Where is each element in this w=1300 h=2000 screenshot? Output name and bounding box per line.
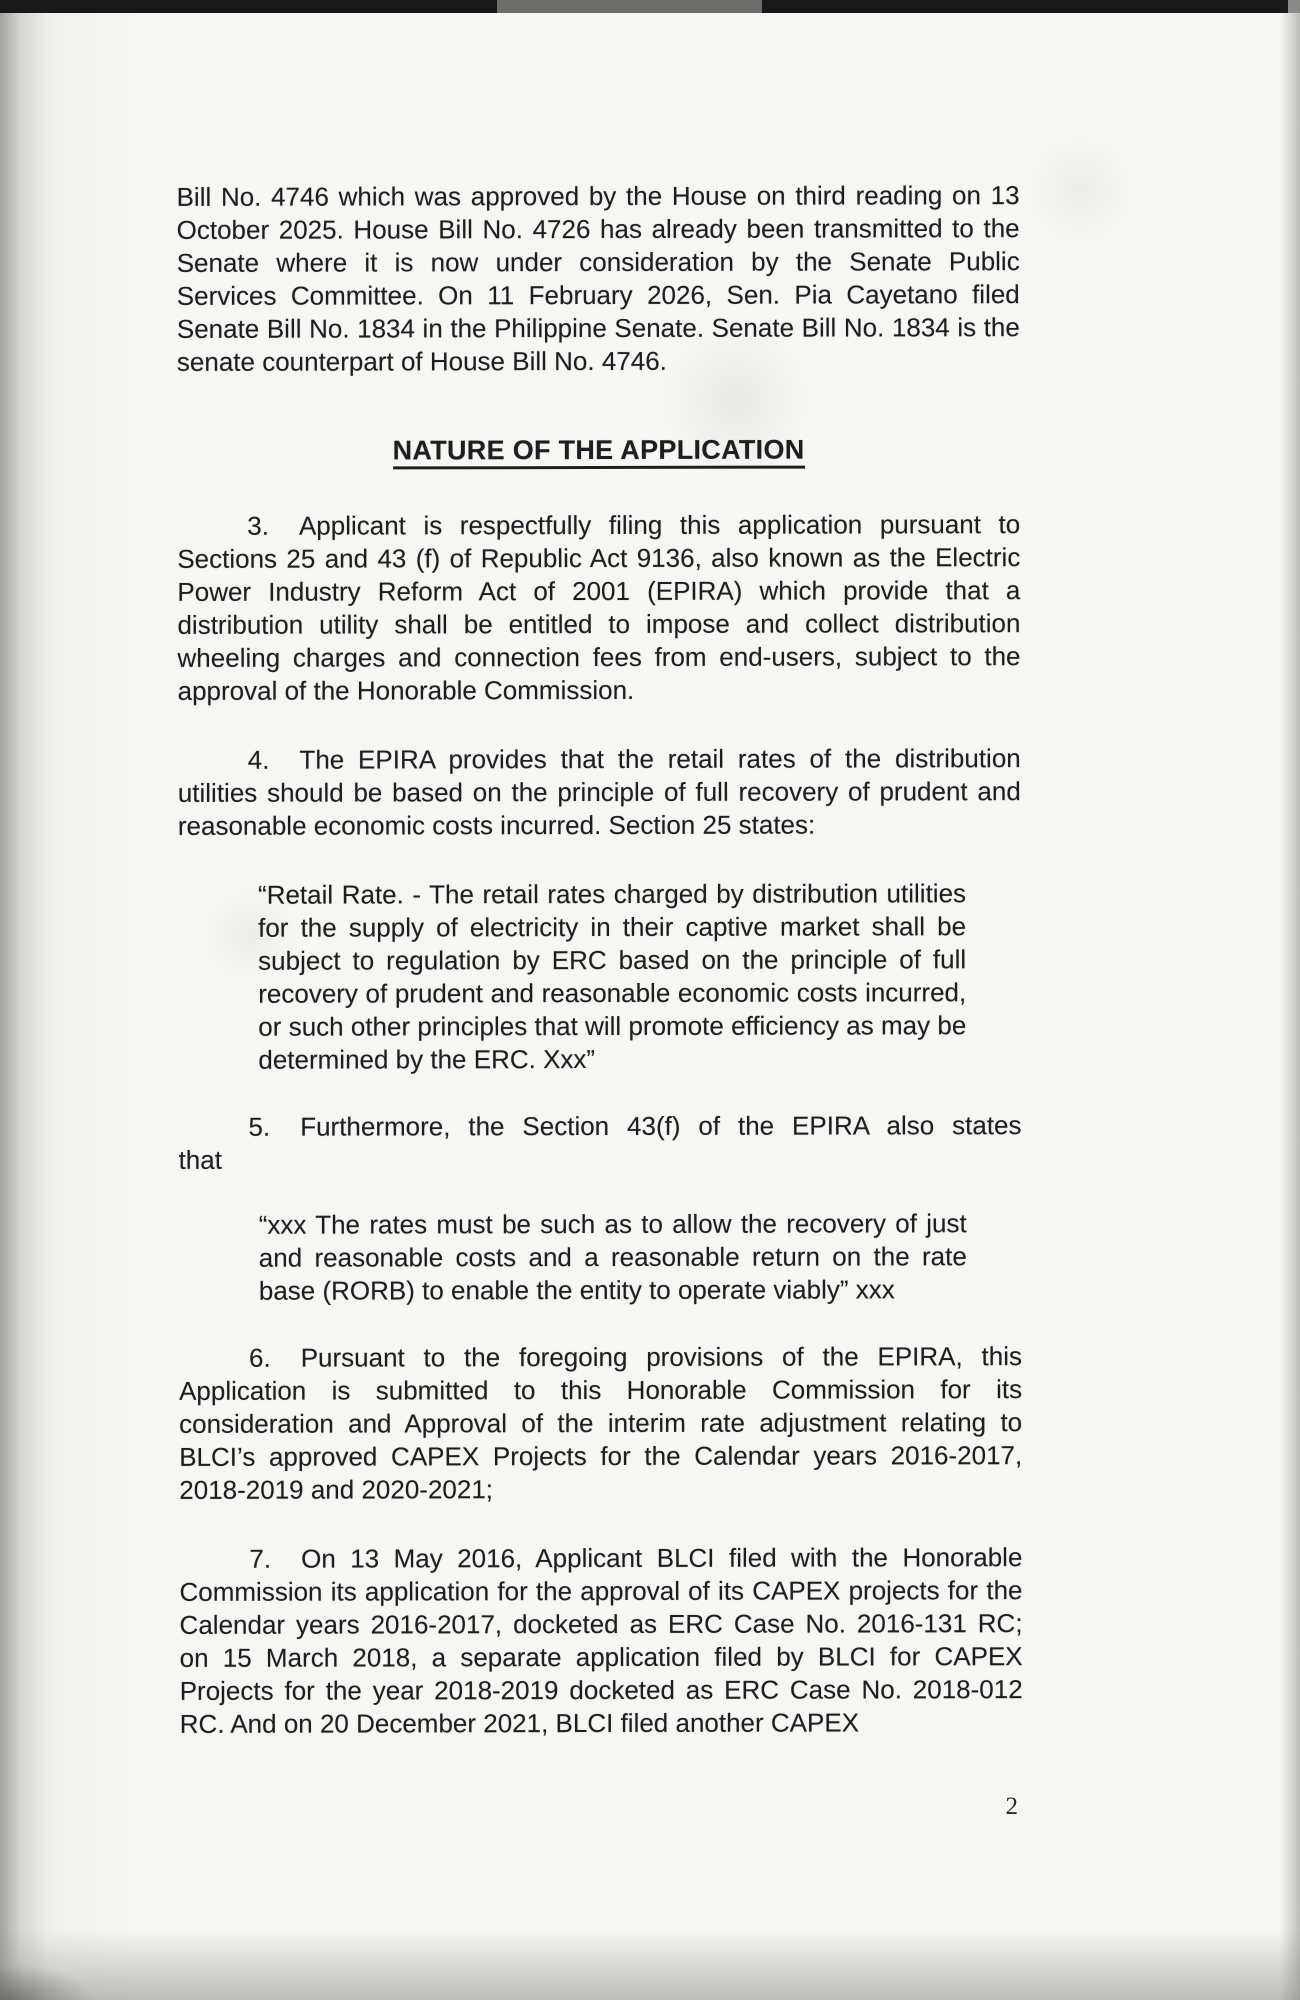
paragraph-6-text: Pursuant to the foregoing provisions of the EPIRA, this Application is submitted to this Honorable Commission for its consideration and Approval of the interim rate adjustment relating to BLCI’s approved CAPEX Projects for the Calendar years 2016-2017, 2018-2019 and 2020-2021;	[179, 1341, 1023, 1505]
scan-edge-bottom-shadow	[0, 1930, 1300, 2000]
paragraph-3	[177, 508, 1020, 708]
quote-section-43f: “xxx The rates must be such as to allow the recovery of just and reasonable costs and a reasonable return on the rate base (RORB) to enable the entity to operate viably” xxx	[258, 1208, 967, 1306]
paragraph-6-number: 6.	[248, 1342, 271, 1373]
quote-retail-rate: “Retail Rate. - The retail rates charged by distribution utilities for the supply of electricity in their captive market shall be subject to regulation by ERC based on the principle of full recovery of prudent and reasonable economic costs incurred, or such other principles that will promote efficiency as may be determined by the ERC. Xxx”	[257, 878, 967, 1075]
scan-edge-left-shadow	[0, 0, 48, 2000]
paragraph-4	[178, 742, 1021, 843]
page-number: 2	[1005, 1793, 1018, 1820]
intro-paragraph: Bill No. 4746 which was approved by the House on third reading on 13 October 2025. House Bill No. 4726 has already been transmitted to the Senate where it is now under consideration by the Senate Public Services Committee. On 11 February 2026, Sen. Pia Cayetano filed Senate Bill No. 1834 in the Philippine Senate. Senate Bill No. 1834 is the senate counterpart of House Bill No. 4746.	[176, 180, 1020, 377]
section-heading	[177, 433, 1020, 468]
scan-edge-right-shadow	[1280, 0, 1300, 2000]
paragraph-5-number: 5.	[248, 1111, 271, 1142]
paragraph-3-text: Applicant is respectfully filing this application pursuant to Sections 25 and 43 (f) of Republic Act 9136, also known as the Electric Power Industry Reform Act of 2001 (EPIRA) which provide that a distribution utility shall be entitled to impose and collect distribution wheeling charges and connection fees from end-users, subject to the approval of the Honorable Commission.	[177, 509, 1021, 706]
paragraph-7-text: On 13 May 2016, Applicant BLCI filed with the Honorable Commission its application for the approval of its CAPEX projects for the Calendar years 2016-2017, docketed as ERC Case No. 2016-131 RC; on 15 March 2018, a separate application filed by BLCI for CAPEX Projects for the year 2018-2019 docketed as ERC Case No. 2018-012 RC. And on 20 December 2021, BLCI filed another CAPEX	[179, 1542, 1023, 1739]
section-heading-text: NATURE OF THE APPLICATION	[393, 435, 805, 470]
paragraph-5-line-2: that	[178, 1144, 222, 1175]
paragraph-6	[179, 1340, 1022, 1507]
paragraph-4-number: 4.	[247, 744, 270, 775]
paragraph-5-text: Furthermore, the Section 43(f) of the EPIRA also states	[300, 1110, 1022, 1142]
paragraph-4-text: The EPIRA provides that the retail rates of the distribution utilities should be based on the principle of full recovery of prudent and reasonable economic costs incurred. Section 25 states:	[177, 743, 1021, 841]
paragraph-3-number: 3.	[247, 510, 269, 541]
paragraph-7-number: 7.	[249, 1543, 272, 1574]
paragraph-5-line-1	[178, 1109, 1021, 1144]
document-body	[176, 0, 1023, 1777]
scan-edge-top-right-notch	[1288, 0, 1300, 13]
paragraph-7	[179, 1541, 1022, 1741]
